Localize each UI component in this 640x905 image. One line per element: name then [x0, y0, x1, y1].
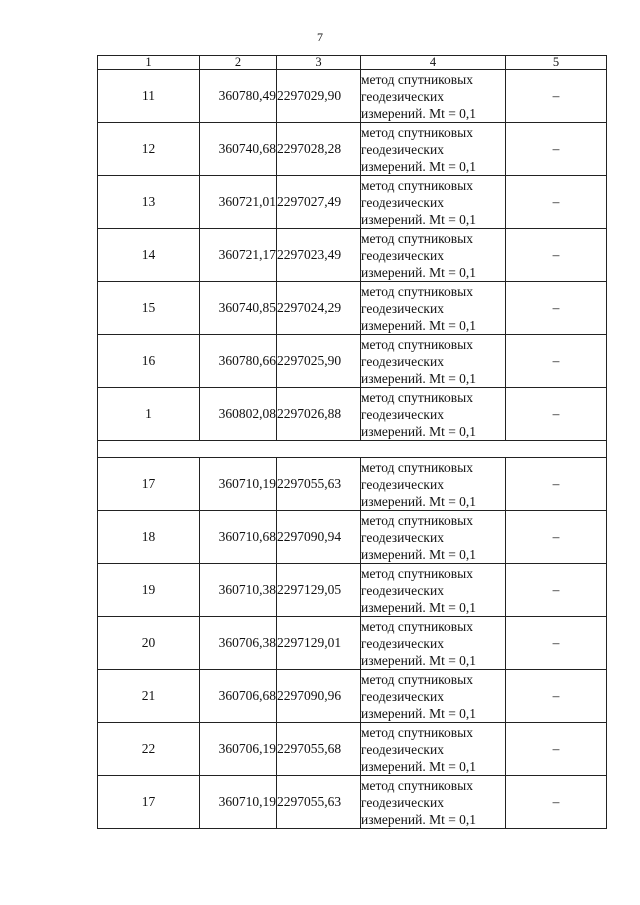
method-line: метод спутниковых	[361, 724, 473, 740]
coordinate-x: 360710,19	[200, 776, 277, 829]
point-number: 17	[98, 776, 200, 829]
note-cell: –	[506, 617, 607, 670]
table-row	[98, 70, 607, 123]
coordinates-table	[97, 55, 607, 829]
header-cell-1: 1	[98, 56, 200, 70]
table-row	[98, 388, 607, 441]
table-row	[98, 282, 607, 335]
note-cell: –	[506, 70, 607, 123]
note-cell: –	[506, 564, 607, 617]
method-line: метод спутниковых	[361, 71, 473, 87]
coordinate-y: 2297028,28	[277, 123, 361, 176]
method-line: геодезических	[361, 688, 444, 704]
header-cell-5: 5	[506, 56, 607, 70]
method-line: метод спутниковых	[361, 283, 473, 299]
method-line: метод спутниковых	[361, 230, 473, 246]
method-line: геодезических	[361, 476, 444, 492]
method-line: геодезических	[361, 529, 444, 545]
note-cell: –	[506, 723, 607, 776]
method-line: измерений. Mt = 0,1	[361, 652, 477, 668]
coordinate-y: 2297129,01	[277, 617, 361, 670]
method-cell	[361, 229, 506, 282]
method-cell	[361, 176, 506, 229]
coordinate-x: 360710,38	[200, 564, 277, 617]
method-cell	[361, 776, 506, 829]
method-cell	[361, 564, 506, 617]
method-line: измерений. Mt = 0,1	[361, 758, 477, 774]
table-row	[98, 670, 607, 723]
method-line: метод спутниковых	[361, 389, 473, 405]
coordinate-y: 2297023,49	[277, 229, 361, 282]
table-row	[98, 335, 607, 388]
note-cell: –	[506, 176, 607, 229]
method-line: геодезических	[361, 635, 444, 651]
coordinate-x: 360740,68	[200, 123, 277, 176]
coordinate-y: 2297026,88	[277, 388, 361, 441]
method-line: метод спутниковых	[361, 618, 473, 634]
point-number: 20	[98, 617, 200, 670]
coordinate-x: 360721,01	[200, 176, 277, 229]
method-cell	[361, 670, 506, 723]
method-cell	[361, 70, 506, 123]
note-cell: –	[506, 282, 607, 335]
method-line: геодезических	[361, 353, 444, 369]
method-line: геодезических	[361, 247, 444, 263]
method-line: геодезических	[361, 88, 444, 104]
method-line: метод спутниковых	[361, 777, 473, 793]
page-number: 7	[317, 30, 323, 44]
method-cell	[361, 388, 506, 441]
method-line: измерений. Mt = 0,1	[361, 811, 477, 827]
point-number: 21	[98, 670, 200, 723]
method-line: геодезических	[361, 582, 444, 598]
table-row	[98, 229, 607, 282]
method-line: метод спутниковых	[361, 671, 473, 687]
method-line: метод спутниковых	[361, 512, 473, 528]
coordinate-y: 2297055,68	[277, 723, 361, 776]
point-number: 11	[98, 70, 200, 123]
coordinate-x: 360780,49	[200, 70, 277, 123]
coordinate-y: 2297090,96	[277, 670, 361, 723]
method-line: измерений. Mt = 0,1	[361, 317, 477, 333]
method-cell	[361, 617, 506, 670]
point-number: 16	[98, 335, 200, 388]
coordinate-y: 2297129,05	[277, 564, 361, 617]
point-number: 18	[98, 511, 200, 564]
separator-row	[98, 441, 607, 458]
method-cell	[361, 123, 506, 176]
coordinate-x: 360706,19	[200, 723, 277, 776]
table-row	[98, 176, 607, 229]
note-cell: –	[506, 670, 607, 723]
method-line: измерений. Mt = 0,1	[361, 211, 477, 227]
coordinate-x: 360780,66	[200, 335, 277, 388]
point-number: 15	[98, 282, 200, 335]
point-number: 17	[98, 458, 200, 511]
header-cell-4: 4	[361, 56, 506, 70]
note-cell: –	[506, 458, 607, 511]
coordinate-y: 2297025,90	[277, 335, 361, 388]
method-cell	[361, 458, 506, 511]
method-cell	[361, 282, 506, 335]
method-line: метод спутниковых	[361, 336, 473, 352]
coordinate-x: 360721,17	[200, 229, 277, 282]
point-number: 12	[98, 123, 200, 176]
point-number: 13	[98, 176, 200, 229]
method-line: метод спутниковых	[361, 124, 473, 140]
note-cell: –	[506, 123, 607, 176]
header-cell-2: 2	[200, 56, 277, 70]
coordinate-x: 360802,08	[200, 388, 277, 441]
method-line: геодезических	[361, 141, 444, 157]
method-line: геодезических	[361, 406, 444, 422]
note-cell: –	[506, 229, 607, 282]
table-row	[98, 723, 607, 776]
method-line: измерений. Mt = 0,1	[361, 370, 477, 386]
point-number: 19	[98, 564, 200, 617]
coordinate-y: 2297090,94	[277, 511, 361, 564]
method-line: измерений. Mt = 0,1	[361, 158, 477, 174]
method-cell	[361, 723, 506, 776]
method-cell	[361, 511, 506, 564]
coordinate-x: 360740,85	[200, 282, 277, 335]
note-cell: –	[506, 511, 607, 564]
method-line: метод спутниковых	[361, 565, 473, 581]
note-cell: –	[506, 776, 607, 829]
header-cell-3: 3	[277, 56, 361, 70]
table-row	[98, 458, 607, 511]
method-line: измерений. Mt = 0,1	[361, 546, 477, 562]
coordinate-x: 360706,38	[200, 617, 277, 670]
table-row	[98, 123, 607, 176]
table-row	[98, 617, 607, 670]
method-cell	[361, 335, 506, 388]
method-line: измерений. Mt = 0,1	[361, 493, 477, 509]
point-number: 1	[98, 388, 200, 441]
coordinate-y: 2297027,49	[277, 176, 361, 229]
method-line: измерений. Mt = 0,1	[361, 423, 477, 439]
method-line: геодезических	[361, 794, 444, 810]
note-cell: –	[506, 388, 607, 441]
coordinate-x: 360710,68	[200, 511, 277, 564]
method-line: измерений. Mt = 0,1	[361, 264, 477, 280]
coordinate-y: 2297055,63	[277, 458, 361, 511]
method-line: измерений. Mt = 0,1	[361, 705, 477, 721]
method-line: геодезических	[361, 194, 444, 210]
note-cell: –	[506, 335, 607, 388]
header-row	[98, 56, 607, 70]
table-row	[98, 776, 607, 829]
method-line: метод спутниковых	[361, 459, 473, 475]
method-line: измерений. Mt = 0,1	[361, 599, 477, 615]
method-line: геодезических	[361, 741, 444, 757]
table-row	[98, 564, 607, 617]
coordinate-y: 2297024,29	[277, 282, 361, 335]
method-line: метод спутниковых	[361, 177, 473, 193]
method-line: измерений. Mt = 0,1	[361, 105, 477, 121]
point-number: 22	[98, 723, 200, 776]
separator-cell	[98, 441, 607, 458]
coordinate-y: 2297055,63	[277, 776, 361, 829]
table-row	[98, 511, 607, 564]
coordinate-x: 360710,19	[200, 458, 277, 511]
method-line: геодезических	[361, 300, 444, 316]
point-number: 14	[98, 229, 200, 282]
coordinate-y: 2297029,90	[277, 70, 361, 123]
coordinate-x: 360706,68	[200, 670, 277, 723]
